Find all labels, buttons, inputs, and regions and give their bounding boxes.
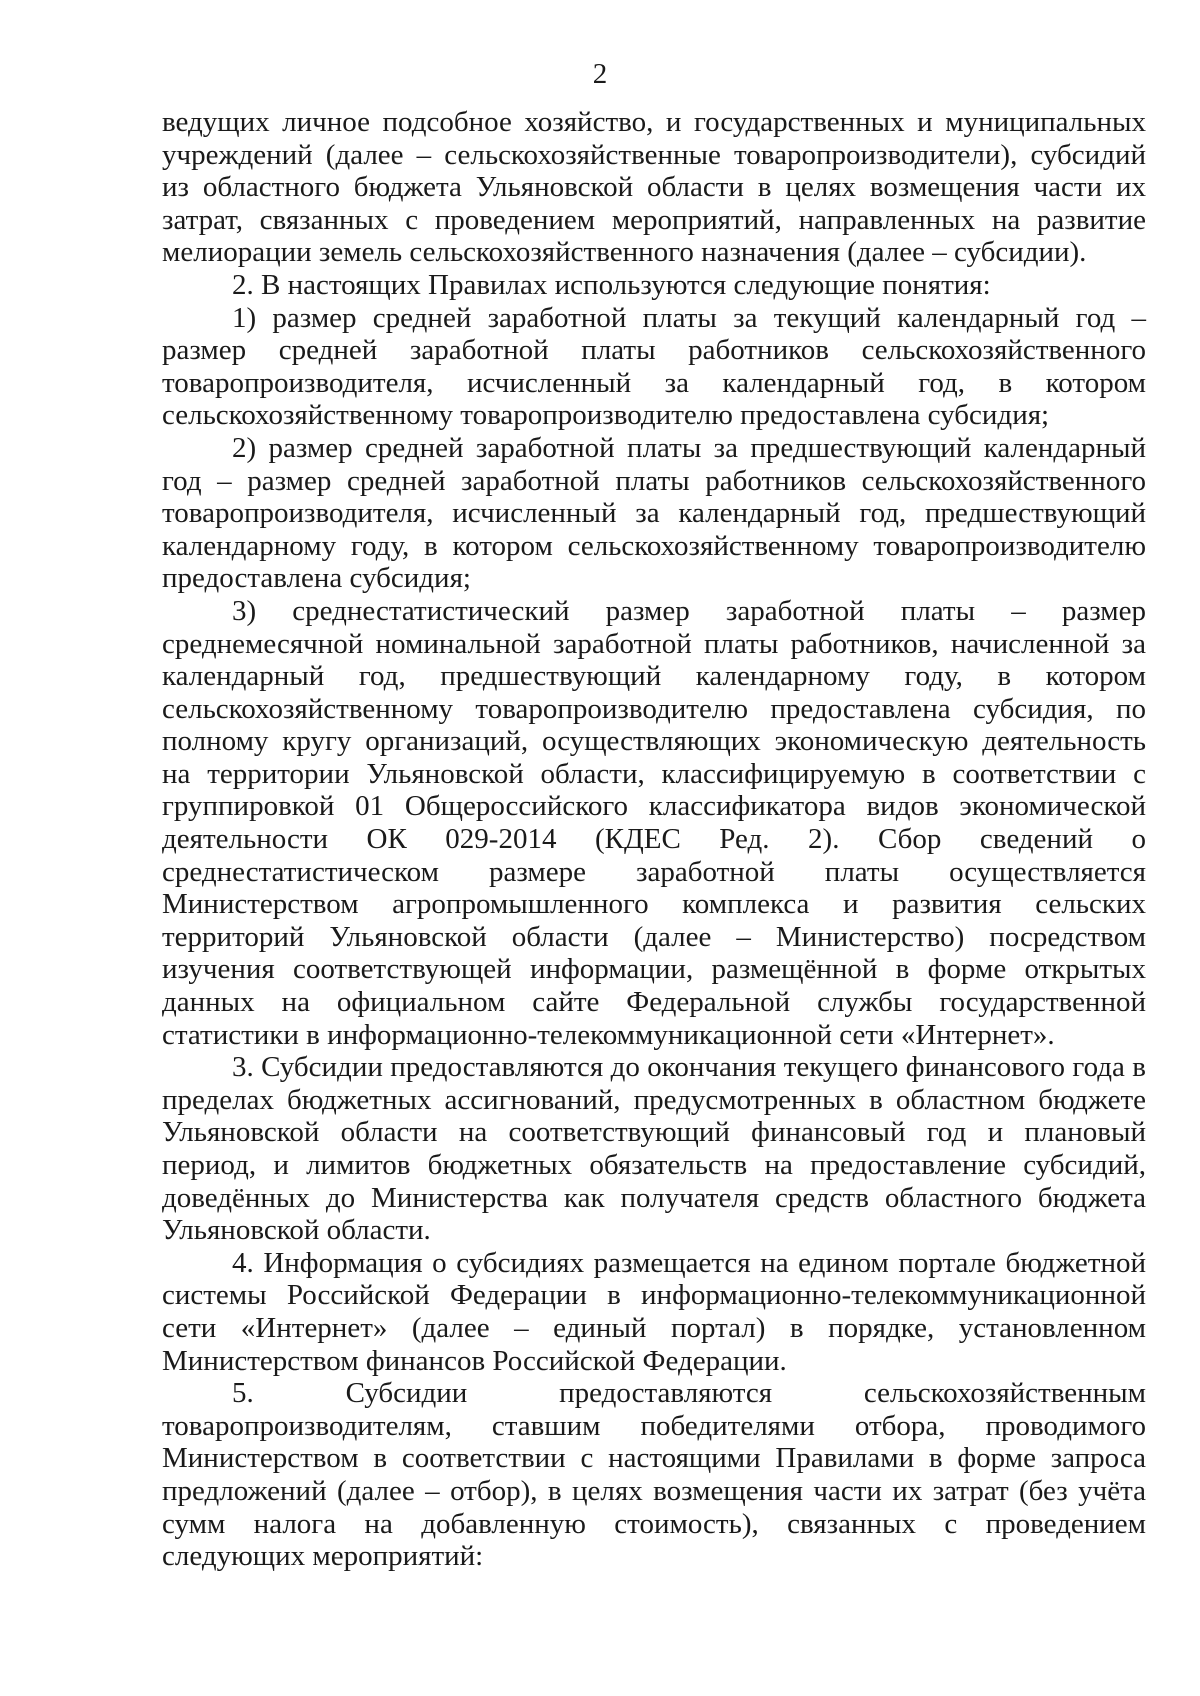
paragraph-clause-3: 3. Субсидии предоставляются до окончания текущего финансового года в пределах бюджетных ассигнований, предусмотренных в областном бюджете Ульяновской области на соответствующий финансовый год и плановый период, и лимитов бюджетных обязательств на предоставление субсидий, доведённых до Министерства как получателя средств областного бюджета Ульяновской области.	[162, 1051, 1146, 1247]
page-number: 2	[592, 58, 608, 90]
paragraph-clause-2: 2. В настоящих Правилах используются следующие понятия:	[232, 268, 991, 301]
paragraph-intro-continuation: ведущих личное подсобное хозяйство, и государственных и муниципальных учреждений (далее – сельскохозяйственные товаропроизводители), субсидий из областного бюджета Ульяновской области в целях возмещения части их затрат, связанных с проведением мероприятий, направленных на развитие мелиорации земель сельскохозяйственного назначения (далее – субсидии).	[162, 106, 1146, 269]
paragraph-clause-2-2: 2) размер средней заработной платы за предшествующий календарный год – размер средней заработной платы работников сельскохозяйственного товаропроизводителя, исчисленный за календарный год, предшествующий календарному году, в котором сельскохозяйственному товаропроизводителю предоставлена субсидия;	[162, 431, 1146, 595]
paragraph-clause-2-1: 1) размер средней заработной платы за текущий календарный год – размер средней заработной платы работников сельскохозяйственного товаропроизводителя, исчисленный за календарный год, в котором сельскохозяйственному товаропроизводителю предоставлена субсидия;	[162, 301, 1146, 432]
paragraph-clause-5: 5. Субсидии предоставляются сельскохозяйственным товаропроизводителям, ставшим победителями отбора, проводимого Министерством в соответствии с настоящими Правилами в форме запроса предложений (далее – отбор), в целях возмещения части их затрат (без учёта сумм налога на добавленную стоимость), связанных с проведением следующих мероприятий:	[162, 1377, 1146, 1573]
paragraph-clause-4: 4. Информация о субсидиях размещается на едином портале бюджетной системы Российской Федерации в информационно-телекоммуникационной сети «Интернет» (далее – единый портал) в порядке, установленном Министерством финансов Российской Федерации.	[162, 1246, 1146, 1377]
document-body	[162, 106, 1146, 1573]
paragraph-clause-2-3: 3) среднестатистический размер заработной платы – размер среднемесячной номинальной заработной платы работников, начисленной за календарный год, предшествующий календарному году, в котором сельскохозяйственному товаропроизводителю предоставлена субсидия, по полному кругу организаций, осуществляющих экономическую деятельность на территории Ульяновской области, классифицируемую в соответствии с группировкой 01 Общероссийского классификатора видов экономической деятельности ОК 029-2014 (КДЕС Ред. 2). Сбор сведений о среднестатистическом размере заработной платы осуществляется Министерством агропромышленного комплекса и развития сельских территорий Ульяновской области (далее – Министерство) посредством изучения соответствующей информации, размещённой в форме открытых данных на официальном сайте Федеральной службы государственной статистики в информационно-телекоммуникационной сети «Интернет».	[162, 594, 1146, 1051]
